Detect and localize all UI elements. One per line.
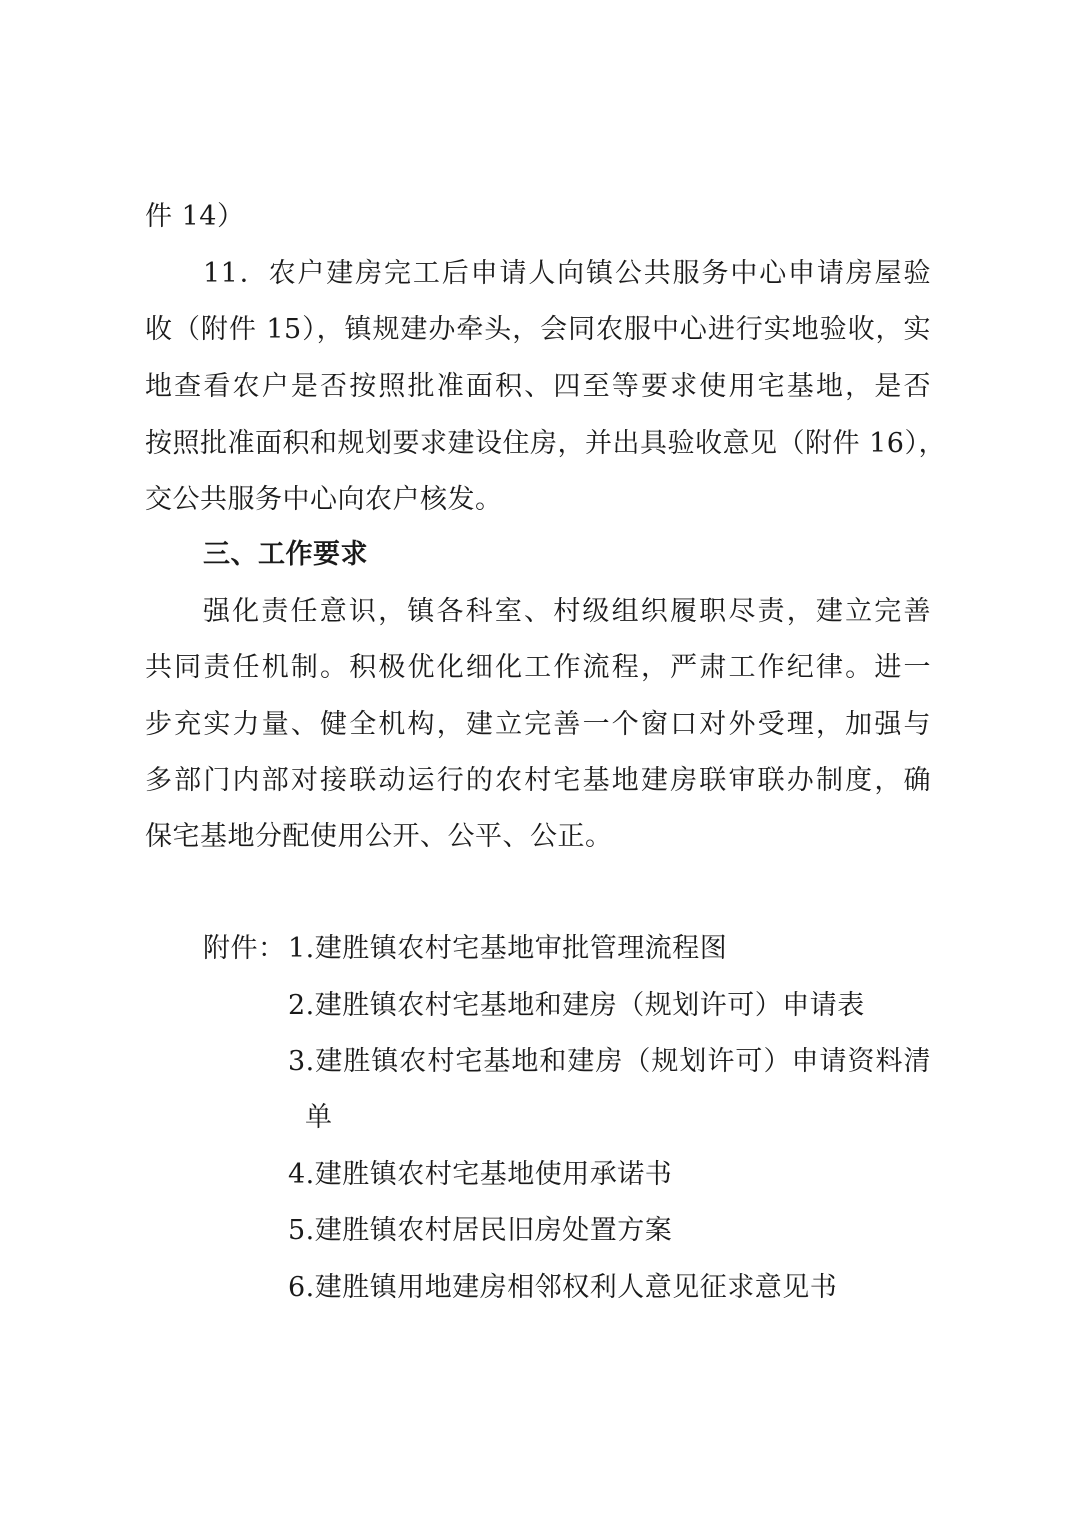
item-11-line-4: 按照批准面积和规划要求建设住房，并出具验收意见（附件 16）， <box>145 428 946 459</box>
item-11-line-5: 交公共服务中心向农户核发。 <box>145 484 503 515</box>
attachment-item: 2.建胜镇农村宅基地和建房（规划许可）申请表 <box>288 990 865 1021</box>
attachment-item-continuation: 单 <box>305 1102 333 1133</box>
item-11-line-2: 收（附件 15），镇规建办牵头，会同农服中心进行实地验收，实 <box>145 314 931 345</box>
attachments-label: 附件： <box>203 933 286 964</box>
attachment-item: 3.建胜镇农村宅基地和建房（规划许可）申请资料清 <box>288 1046 931 1077</box>
item-11-line-1: 11．农户建房完工后申请人向镇公共服务中心申请房屋验 <box>203 258 931 289</box>
attachment-item: 6.建胜镇用地建房相邻权利人意见征求意见书 <box>288 1272 838 1303</box>
attachment-item: 4.建胜镇农村宅基地使用承诺书 <box>288 1159 673 1190</box>
section3-line-2: 共同责任机制。积极优化细化工作流程，严肃工作纪律。进一 <box>145 652 931 683</box>
section3-line-5: 保宅基地分配使用公开、公平、公正。 <box>145 821 613 852</box>
attachment-item: 5.建胜镇农村居民旧房处置方案 <box>288 1215 673 1246</box>
attachment-item: 1.建胜镇农村宅基地审批管理流程图 <box>288 933 728 964</box>
section3-line-4: 多部门内部对接联动运行的农村宅基地建房联审联办制度，确 <box>145 765 931 796</box>
item-11-line-3: 地查看农户是否按照批准面积、四至等要求使用宅基地，是否 <box>145 371 931 402</box>
continuation-line: 件 14） <box>145 201 245 232</box>
section3-line-1: 强化责任意识，镇各科室、村级组织履职尽责，建立完善 <box>203 596 931 627</box>
section3-line-3: 步充实力量、健全机构，建立完善一个窗口对外受理，加强与 <box>145 709 931 740</box>
section-heading-work-requirements: 三、工作要求 <box>203 539 368 570</box>
